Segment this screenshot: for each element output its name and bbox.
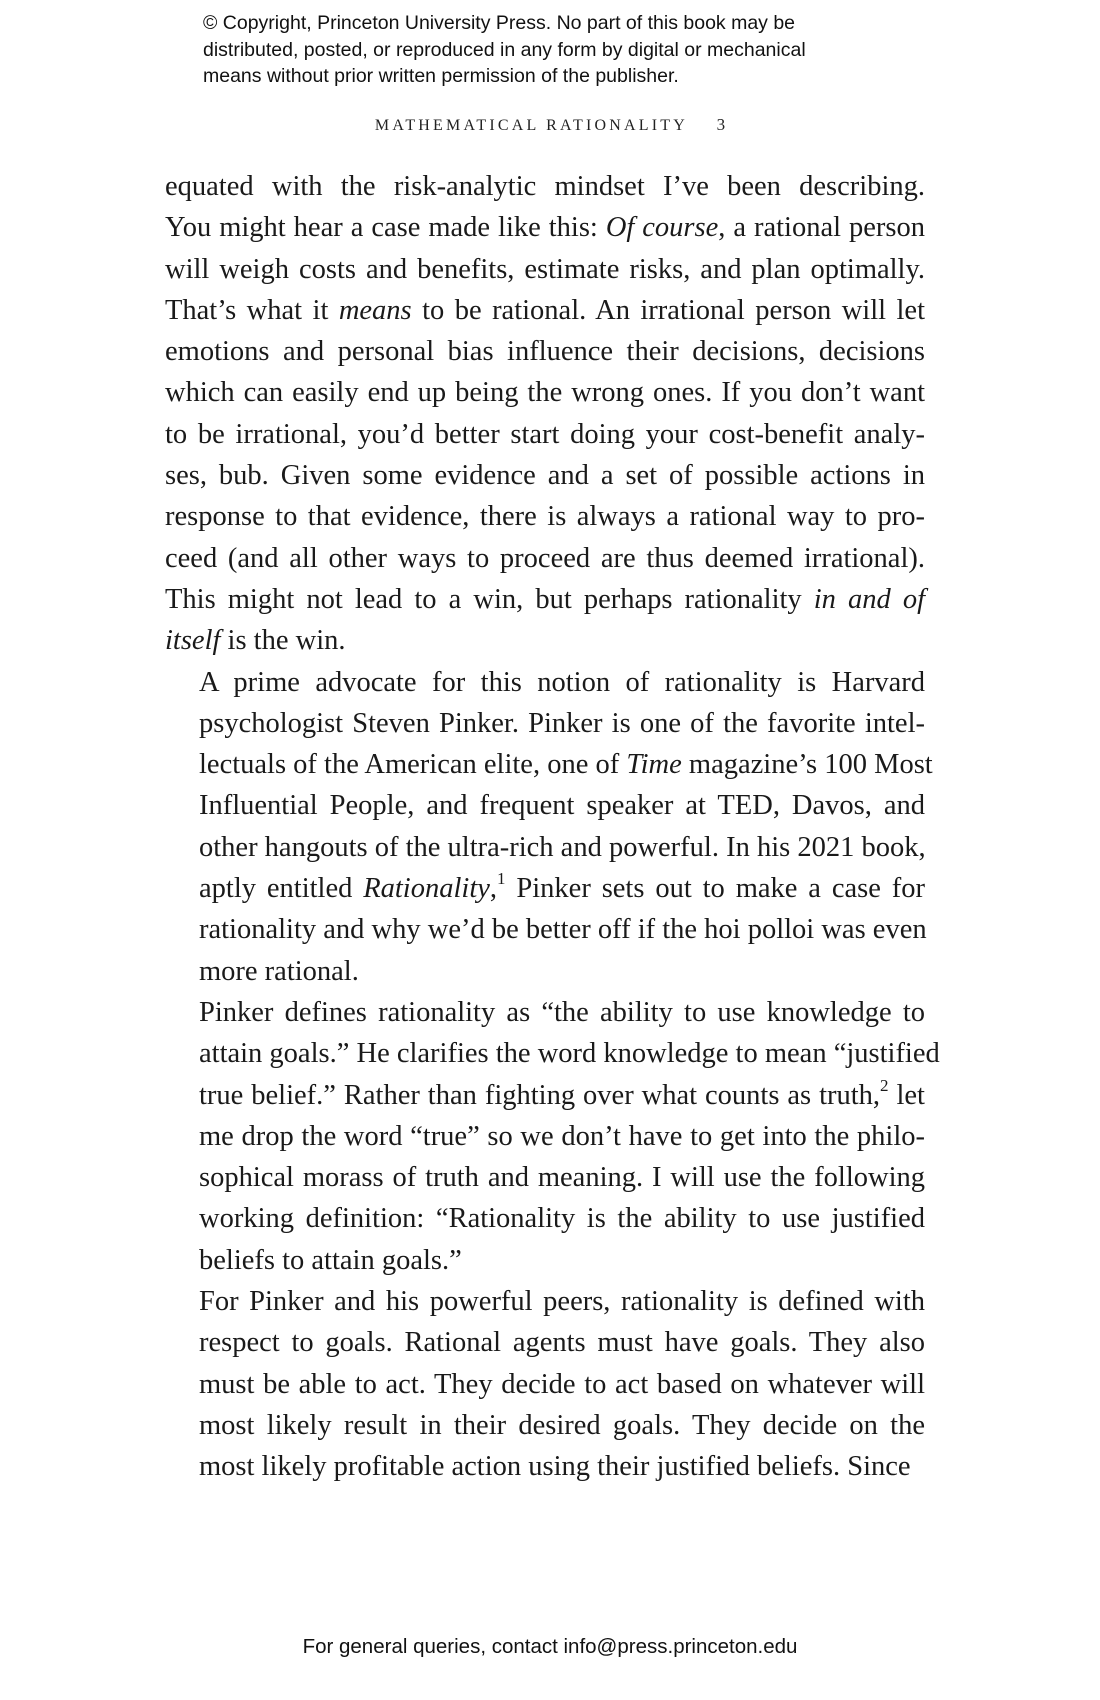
italic-text: Time — [626, 749, 682, 781]
copyright-notice — [203, 10, 923, 90]
text-line — [165, 992, 925, 1033]
text-line — [165, 785, 925, 826]
italic-text: means — [338, 294, 412, 326]
text-run: me drop the word “true” so we don’t have to get into the philo- — [199, 1120, 925, 1152]
text-line — [165, 1033, 940, 1074]
copyright-line: means without prior written permission of the publisher. — [203, 65, 679, 87]
text-run: You might hear a case made like this: — [165, 212, 606, 244]
text-run: A prime advocate for this notion of rationality is Harvard — [199, 666, 925, 698]
text-run: sophical morass of truth and meaning. I will use the following — [199, 1162, 925, 1194]
text-line — [165, 1446, 925, 1487]
paragraph — [165, 662, 933, 992]
text-run: magazine’s 100 Most — [681, 749, 933, 781]
text-line — [165, 1075, 925, 1116]
text-run: attain goals.” He clarifies the word knowledge to mean “justified — [199, 1038, 940, 1070]
text-run: rationality and why we’d be better off if the hoi polloi was even — [199, 914, 927, 946]
text-run: emotions and personal bias influence their decisions, decisions — [165, 336, 925, 368]
text-line — [165, 290, 925, 331]
italic-text: Rationality — [363, 873, 490, 905]
text-line — [165, 1198, 925, 1239]
text-run: That’s what it — [165, 294, 339, 326]
text-run: Pinker defines rationality as “the ability to use knowledge to — [199, 996, 925, 1028]
text-line — [165, 1157, 925, 1198]
text-run: must be able to act. They decide to act based on whatever will — [199, 1368, 925, 1400]
footnote-ref: 2 — [880, 1075, 889, 1095]
text-line — [165, 1405, 925, 1446]
text-run: most likely result in their desired goals. They decide on the — [199, 1409, 925, 1441]
text-run: more rational. — [199, 955, 359, 987]
text-line — [165, 414, 925, 455]
text-line — [165, 166, 925, 207]
text-run: , a rational person — [718, 212, 926, 244]
text-line — [165, 331, 925, 372]
text-line — [165, 579, 925, 620]
text-run: is the win. — [220, 625, 346, 657]
text-line — [165, 1364, 925, 1405]
text-line — [165, 827, 925, 868]
text-run: most likely profitable action using their justified beliefs. Since — [199, 1451, 911, 1483]
text-line — [165, 455, 925, 496]
text-line — [165, 207, 925, 248]
body-text — [165, 166, 940, 1488]
page-number: 3 — [716, 115, 726, 134]
italic-text: Of course — [605, 212, 719, 244]
text-run: true belief.” Rather than fighting over what counts as truth, — [199, 1079, 881, 1111]
footer-contact: For general queries, contact info@press.princeton.edu — [302, 1635, 798, 1658]
paragraph — [165, 166, 925, 662]
text-run: lectuals of the American elite, one of — [199, 749, 627, 781]
running-head — [0, 115, 1100, 135]
text-line — [165, 1322, 925, 1363]
text-line — [165, 496, 925, 537]
paragraph — [165, 1281, 925, 1487]
text-run: Influential People, and frequent speaker at TED, Davos, and — [199, 790, 925, 822]
text-run: Pinker sets out to make a case for — [505, 873, 925, 905]
italic-text: itself — [165, 625, 221, 657]
text-line — [165, 744, 933, 785]
text-line — [165, 249, 925, 290]
text-run: other hangouts of the ultra-rich and powerful. In his 2021 book, — [199, 831, 926, 863]
text-run: beliefs to attain goals.” — [199, 1244, 462, 1276]
text-run: to be rational. An irrational person will let — [411, 294, 925, 326]
text-run: respect to goals. Rational agents must have goals. They also — [199, 1327, 925, 1359]
text-line — [165, 372, 925, 413]
text-line — [165, 620, 925, 661]
copyright-line: © Copyright, Princeton University Press. No part of this book may be — [203, 12, 796, 34]
text-run: response to that evidence, there is always a rational way to pro- — [165, 501, 925, 533]
footnote-ref: 1 — [497, 869, 506, 889]
text-line — [165, 909, 925, 950]
text-run: aptly entitled — [199, 873, 364, 905]
text-run: , — [489, 873, 498, 905]
text-run: will weigh costs and benefits, estimate risks, and plan optimally. — [165, 253, 925, 285]
paragraph — [165, 992, 940, 1281]
italic-text: in and of — [813, 583, 925, 615]
text-run: let — [888, 1079, 925, 1111]
text-run: to be irrational, you’d better start doing your cost-benefit analy- — [165, 418, 925, 450]
text-line — [165, 1281, 925, 1322]
text-run: For Pinker and his powerful peers, rationality is defined with — [199, 1286, 925, 1318]
text-line — [165, 538, 925, 579]
text-run: working definition: “Rationality is the ability to use justified — [199, 1203, 925, 1235]
running-head-title: MATHEMATICAL RATIONALITY — [374, 117, 688, 134]
text-run: which can easily end up being the wrong ones. If you don’t want — [165, 377, 925, 409]
text-line — [165, 951, 925, 992]
text-run: psychologist Steven Pinker. Pinker is one of the favorite intel- — [199, 707, 925, 739]
text-line — [165, 868, 925, 909]
copyright-line: distributed, posted, or reproduced in any form by digital or mechanical — [203, 38, 806, 61]
text-line — [165, 1116, 925, 1157]
text-line — [165, 1240, 925, 1281]
text-run: equated with the risk-analytic mindset I’ve been describing. — [165, 171, 925, 202]
text-run: This might not lead to a win, but perhaps rationality — [165, 583, 814, 615]
text-line — [165, 703, 925, 744]
text-line — [165, 662, 925, 703]
text-run: ceed (and all other ways to proceed are thus deemed irrational). — [165, 542, 925, 574]
text-run: ses, bub. Given some evidence and a set of possible actions in — [165, 460, 925, 492]
